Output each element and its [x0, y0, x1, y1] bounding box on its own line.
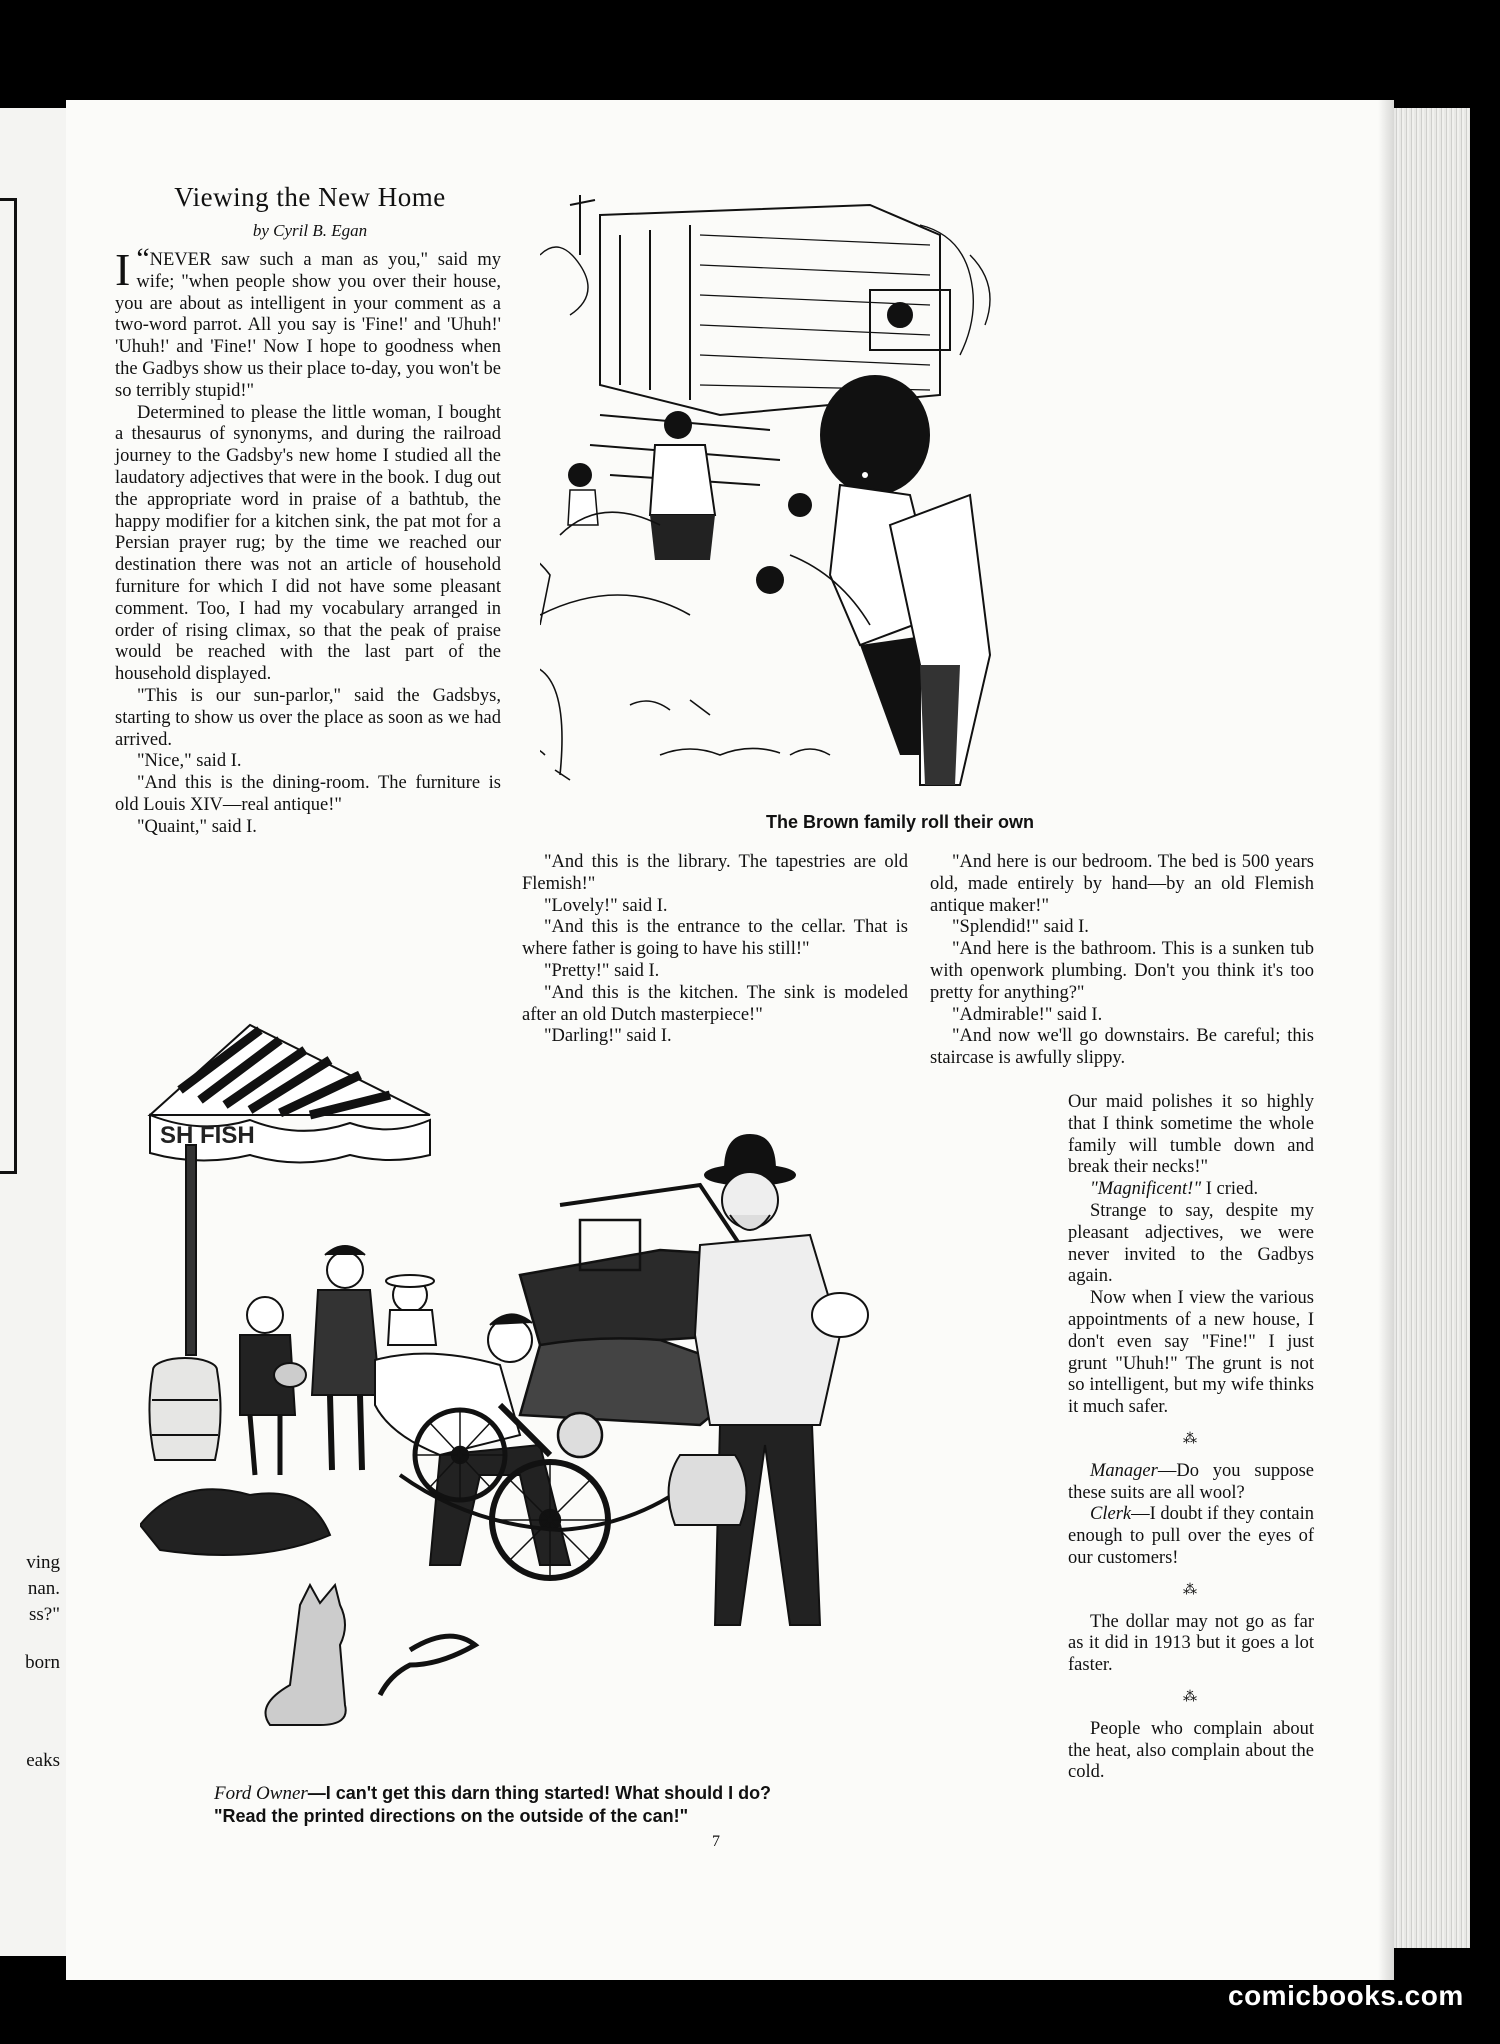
paragraph: "And this is the kitchen. The sink is modeled after an old Dutch masterpiece!" — [522, 982, 908, 1025]
left-page-frame — [0, 198, 17, 1174]
joke-manager: Manager—Do you suppose these suits are all wool? — [1068, 1460, 1314, 1503]
paragraph: "Quaint," said I. — [137, 816, 257, 837]
illustration-caption-top: The Brown family roll their own — [765, 812, 1035, 832]
awning-sign: SH FISH — [160, 1122, 255, 1149]
separator-mark: ⁂ — [1183, 1689, 1199, 1705]
paragraph: "Magnificent!" I cried. — [1090, 1179, 1259, 1200]
paragraph: "Splendid!" said I. — [952, 917, 1089, 938]
left-page-fragment: born — [25, 1652, 60, 1673]
paragraph: "Admirable!" said I. — [952, 1004, 1103, 1025]
brown-family-illustration — [540, 195, 1130, 800]
paragraph: "And now we'll go downstairs. Be careful; this staircase is awfully slippy. — [930, 1026, 1314, 1069]
watermark: comicbooks.com — [1228, 1980, 1464, 2011]
paragraph: "Darling!" said I. — [544, 1026, 672, 1047]
article-title: Viewing the New Home — [174, 182, 446, 212]
illustration-caption-bottom: Ford Owner—I can't get this darn thing started! What should I do? "Read the printed directions on the outside of the can!" — [214, 1783, 772, 1826]
paragraph: "This is our sun-parlor," said the Gadsbys, starting to show us over the place as soon as we had arrived. — [115, 685, 501, 750]
paragraph: "And this is the entrance to the cellar. That is where father is going to have his still!" — [522, 917, 908, 960]
paragraph: “ I NEVER saw such a man as you," said my wife; "when people show you over their house, you are about as intelligent in your comment as a two-word parrot. All you say is 'Fine!' and 'Uhuh!' 'Uhuh!' and 'Fine!' Now I hope to goodness when the Gadbys show us their place to-day, you won't be so terribly stupid!" — [115, 242, 502, 401]
page-gutter-shadow — [1378, 100, 1394, 1980]
paragraph: "And this is the library. The tapestries are old Flemish!" — [522, 852, 908, 894]
paragraph: "And this is the dining-room. The furniture is old Louis XIV—real antique!" — [115, 773, 501, 815]
drop-cap: I — [115, 244, 131, 295]
article-byline: by Cyril B. Egan — [252, 221, 368, 240]
paragraph: "And here is the bathroom. This is a sunken tub with openwork plumbing. Don't you think it's too pretty for anything?" — [930, 939, 1314, 1003]
left-page-fragment: ving — [26, 1552, 60, 1573]
left-page-fragment: ss?" — [29, 1604, 60, 1625]
left-page-edge — [0, 108, 68, 1956]
paragraph: "Pretty!" said I. — [544, 960, 660, 981]
page-number: 7 — [712, 1833, 720, 1850]
paragraph: Our maid polishes it so highly that I think sometime the whole family will tumble down and break their necks!" — [1068, 1092, 1314, 1178]
separator-mark: ⁂ — [1183, 1582, 1199, 1598]
paragraph: "And here is our bedroom. The bed is 500 years old, made entirely by hand—by an old Flemish antique maker!" — [930, 852, 1314, 916]
paragraph: Determined to please the little woman, I bought a thesaurus of synonyms, and during the railroad journey to the Gadsby's new home I studied all the laudatory adjectives that were in the book. I dug out the appropriate word in praise of a bathtub, the happy modifier for a kitchen sink, the pat mot for a Persian prayer rug; by the time we reached our destination there was not an article of household furniture for which I did not have some pleasant comment. Too, I had my vocabulary arranged in order of rising climax, so that the peak of praise would be reached with the last part of the household displayed. — [115, 402, 501, 685]
article-column-1 — [115, 242, 502, 839]
left-page-fragment: eaks — [26, 1750, 60, 1771]
joke-weather: People who complain about the heat, also complain about the cold. — [1068, 1718, 1314, 1783]
page-stack-edge — [1394, 108, 1470, 1948]
ford-owner-illustration — [140, 1005, 1020, 1765]
paragraph: "Lovely!" said I. — [544, 895, 668, 916]
left-page-fragment: nan. — [27, 1578, 60, 1599]
paragraph: Strange to say, despite my pleasant adjectives, we were never invited to the Gadbys again. — [1068, 1200, 1314, 1287]
article-column-3-narrow — [1068, 1092, 1314, 1784]
joke-dollar: The dollar may not go as far as it did in 1913 but it goes a lot faster. — [1068, 1611, 1314, 1676]
paragraph: "Nice," said I. — [137, 751, 242, 772]
paragraph: Now when I view the various appointments of a new house, I don't even say "Fine!" I just grunt "Uhuh!" The grunt is not so intelligent, but my wife thinks it much safer. — [1068, 1288, 1314, 1418]
joke-clerk: Clerk—I doubt if they contain enough to pull over the eyes of our customers! — [1068, 1504, 1315, 1568]
separator-mark: ⁂ — [1183, 1431, 1199, 1447]
